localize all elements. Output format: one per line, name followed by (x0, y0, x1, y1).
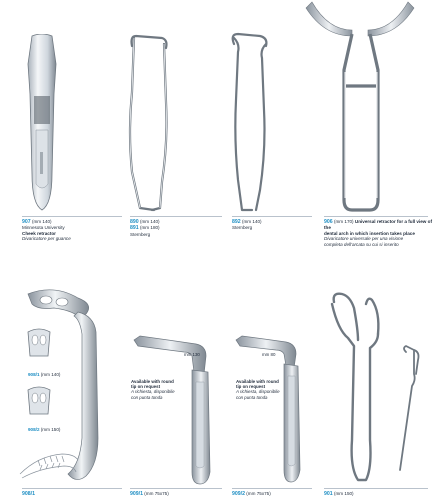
product-size: (mm 75x75) (144, 491, 169, 496)
product-size: (mm 75x75) (246, 491, 271, 496)
caption-rule (324, 488, 428, 489)
note-line: con punta tonda (131, 394, 163, 400)
caption-rule (22, 488, 122, 489)
tip-908-1-illustration (26, 328, 52, 358)
product-size: (mm 180) (139, 225, 160, 231)
sternberg-retractor-890-illustration (122, 32, 174, 214)
caption-890-891 (130, 219, 222, 237)
retractor-909-1-illustration (132, 334, 214, 486)
caption-line: Divaricatore per guance (22, 236, 71, 242)
product-code: 908/2 (28, 427, 40, 432)
caption-line: dental arch in which insertion takes place (324, 230, 415, 236)
product-code: 907 (22, 219, 31, 225)
caption-line: Universal retractor for a full view of the (324, 219, 432, 231)
product-code: 908/1 (22, 491, 35, 497)
caption-909-1 (130, 491, 169, 497)
length-label: mm 130 (184, 352, 200, 357)
note-line: Available with round (131, 379, 174, 384)
universal-retractor-illustration (304, 0, 416, 214)
product-size: (mm 140) (139, 219, 160, 224)
caption-908-1 (22, 491, 35, 497)
caption-rule (232, 488, 312, 489)
note-line: Available with round (236, 379, 279, 384)
product-code: 909/2 (232, 491, 245, 497)
caption-line: Cheek retractor (22, 230, 56, 236)
caption-892 (232, 219, 312, 231)
caption-909-2 (232, 491, 271, 497)
note-line: A richiesta, disponibile (236, 389, 280, 395)
jaw-sketch-illustration (18, 446, 80, 482)
small-label-908-1 (28, 372, 60, 377)
product-size: (mm 170) (333, 219, 354, 224)
note-line: A richiesta, disponibile (131, 389, 175, 395)
length-label: mm 80 (262, 352, 276, 357)
product-size: (mm 140) (241, 219, 262, 224)
product-code: 909/1 (130, 491, 143, 497)
product-code: 891 (130, 225, 139, 232)
caption-907 (22, 219, 122, 242)
caption-rule (22, 216, 122, 217)
sternberg-retractor-892-illustration (226, 30, 276, 214)
caption-line: Sternberg (130, 231, 151, 237)
note-line: tip on request (236, 384, 266, 390)
product-size: (mm 140) (31, 219, 52, 224)
product-size: (mm 150) (40, 427, 61, 432)
round-tip-note (131, 379, 201, 400)
retractor-901-illustration (328, 290, 436, 486)
note-line: tip on request (131, 384, 161, 390)
product-code: 906 (324, 219, 333, 225)
caption-906 (324, 219, 434, 247)
caption-line: Sternberg (232, 225, 253, 231)
minnesota-retractor-illustration (22, 34, 62, 212)
round-tip-note (236, 379, 306, 400)
caption-rule (130, 216, 222, 217)
caption-line: Divaricatore universale per una visione (324, 236, 404, 242)
product-code: 901 (324, 491, 333, 497)
product-code: 892 (232, 219, 241, 225)
tip-908-2-illustration (26, 386, 52, 416)
product-code: 890 (130, 219, 139, 225)
caption-901 (324, 491, 354, 497)
caption-line: Minnesota University (22, 225, 65, 231)
product-code: 908/1 (28, 372, 40, 377)
product-size: (mm 140) (40, 372, 61, 377)
product-size: (mm 150) (333, 491, 354, 496)
caption-rule (324, 216, 428, 217)
caption-rule (130, 488, 222, 489)
small-label-908-2 (28, 427, 60, 432)
caption-rule (232, 216, 312, 217)
caption-line: completa dell'arcata su cui si inserito (324, 241, 399, 247)
note-line: con punta tonda (236, 394, 268, 400)
